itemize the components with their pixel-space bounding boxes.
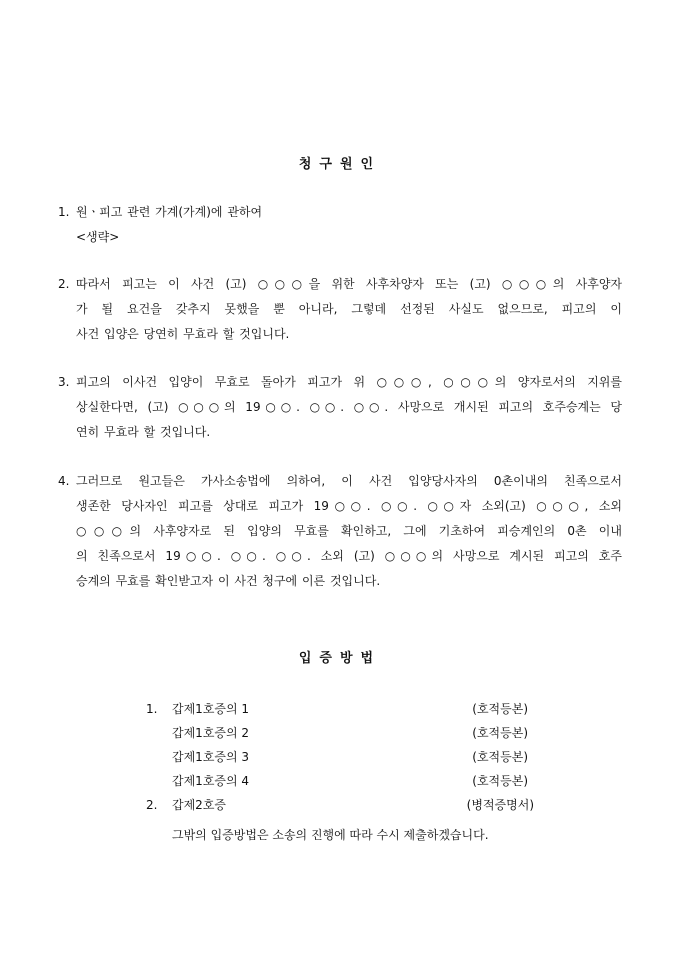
evidence-heading: 입증방법 xyxy=(298,651,382,666)
evidence-document: (호적등본) xyxy=(472,726,528,740)
claim-item-2 xyxy=(58,272,622,347)
claim-item-line: 의 친족으로서 19○○. ○○. ○○. 소외 (고) ○○○의 사망으로 계시된 피고의 호주 xyxy=(76,549,622,563)
claim-item-line: 생존한 당사자인 피고를 상대로 피고가 19○○. ○○. ○○자 소외(고) ○○○, 소외 xyxy=(76,499,622,513)
claim-heading: 청구원인 xyxy=(298,157,382,172)
evidence-document: (호적등본) xyxy=(472,750,528,764)
claim-item-line: 피고의 이사건 입양이 무효로 돌아가 피고가 위 ○○○, ○○○의 양자로서의 지위를 xyxy=(76,375,622,389)
evidence-label: 갑제1호증의 2 xyxy=(172,726,250,740)
evidence-label: 갑제1호증의 1 xyxy=(172,702,250,716)
claim-item-1 xyxy=(58,200,622,250)
evidence-row xyxy=(146,721,546,745)
claim-item-3 xyxy=(58,370,622,445)
evidence-label: 갑제1호증의 4 xyxy=(172,774,250,788)
evidence-number: 2. xyxy=(146,798,158,812)
claim-item-line: 따라서 피고는 이 사건 (고) ○○○을 위한 사후차양자 또는 (고) ○○○의 사후양자 xyxy=(76,277,622,291)
claim-item-line: <생략> xyxy=(76,230,120,244)
evidence-label: 갑제2호증 xyxy=(172,798,227,812)
claim-item-number: 3. xyxy=(58,375,70,389)
evidence-row xyxy=(146,793,546,817)
evidence-row xyxy=(146,769,546,793)
claim-item-line: 가 될 요건을 갖추지 못했을 뿐 아니라, 그렇데 선정된 사실도 없으므로, 피고의 이 xyxy=(76,302,622,316)
claim-item-number: 1. xyxy=(58,205,70,219)
claim-item-line: 연히 무효라 할 것입니다. xyxy=(76,425,211,439)
evidence-row xyxy=(146,745,546,769)
evidence-closing: 그밖의 입증방법은 소송의 진행에 따라 수시 제출하겠습니다. xyxy=(172,828,489,842)
claim-item-number: 2. xyxy=(58,277,70,291)
evidence-document: (호적등본) xyxy=(472,774,528,788)
claim-item-line: 그러므로 원고들은 가사소송법에 의하여, 이 사건 입양당사자의 0촌이내의 친족으로서 xyxy=(76,474,622,488)
evidence-number: 1. xyxy=(146,702,158,716)
claim-item-line: 원ㆍ피고 관련 가계(가계)에 관하여 xyxy=(76,205,263,219)
claim-item-line: 승계의 무효를 확인받고자 이 사건 청구에 이른 것입니다. xyxy=(76,574,381,588)
claim-item-number: 4. xyxy=(58,474,70,488)
claim-item-4 xyxy=(58,469,622,594)
evidence-document: (호적등본) xyxy=(472,702,528,716)
claim-item-line: 사건 입양은 당연히 무효라 할 것입니다. xyxy=(76,327,290,341)
evidence-row xyxy=(146,697,546,721)
claim-item-line: 상실한다면, (고) ○○○의 19○○. ○○. ○○. 사망으로 개시된 피고의 호주승계는 당 xyxy=(76,400,622,414)
claim-item-line: ○○○의 사후양자로 된 입양의 무효를 확인하고, 그에 기초하여 피승계인의 0촌 이내 xyxy=(76,524,622,538)
evidence-list xyxy=(146,697,546,817)
evidence-document: (병적증명서) xyxy=(466,798,534,812)
evidence-label: 갑제1호증의 3 xyxy=(172,750,250,764)
